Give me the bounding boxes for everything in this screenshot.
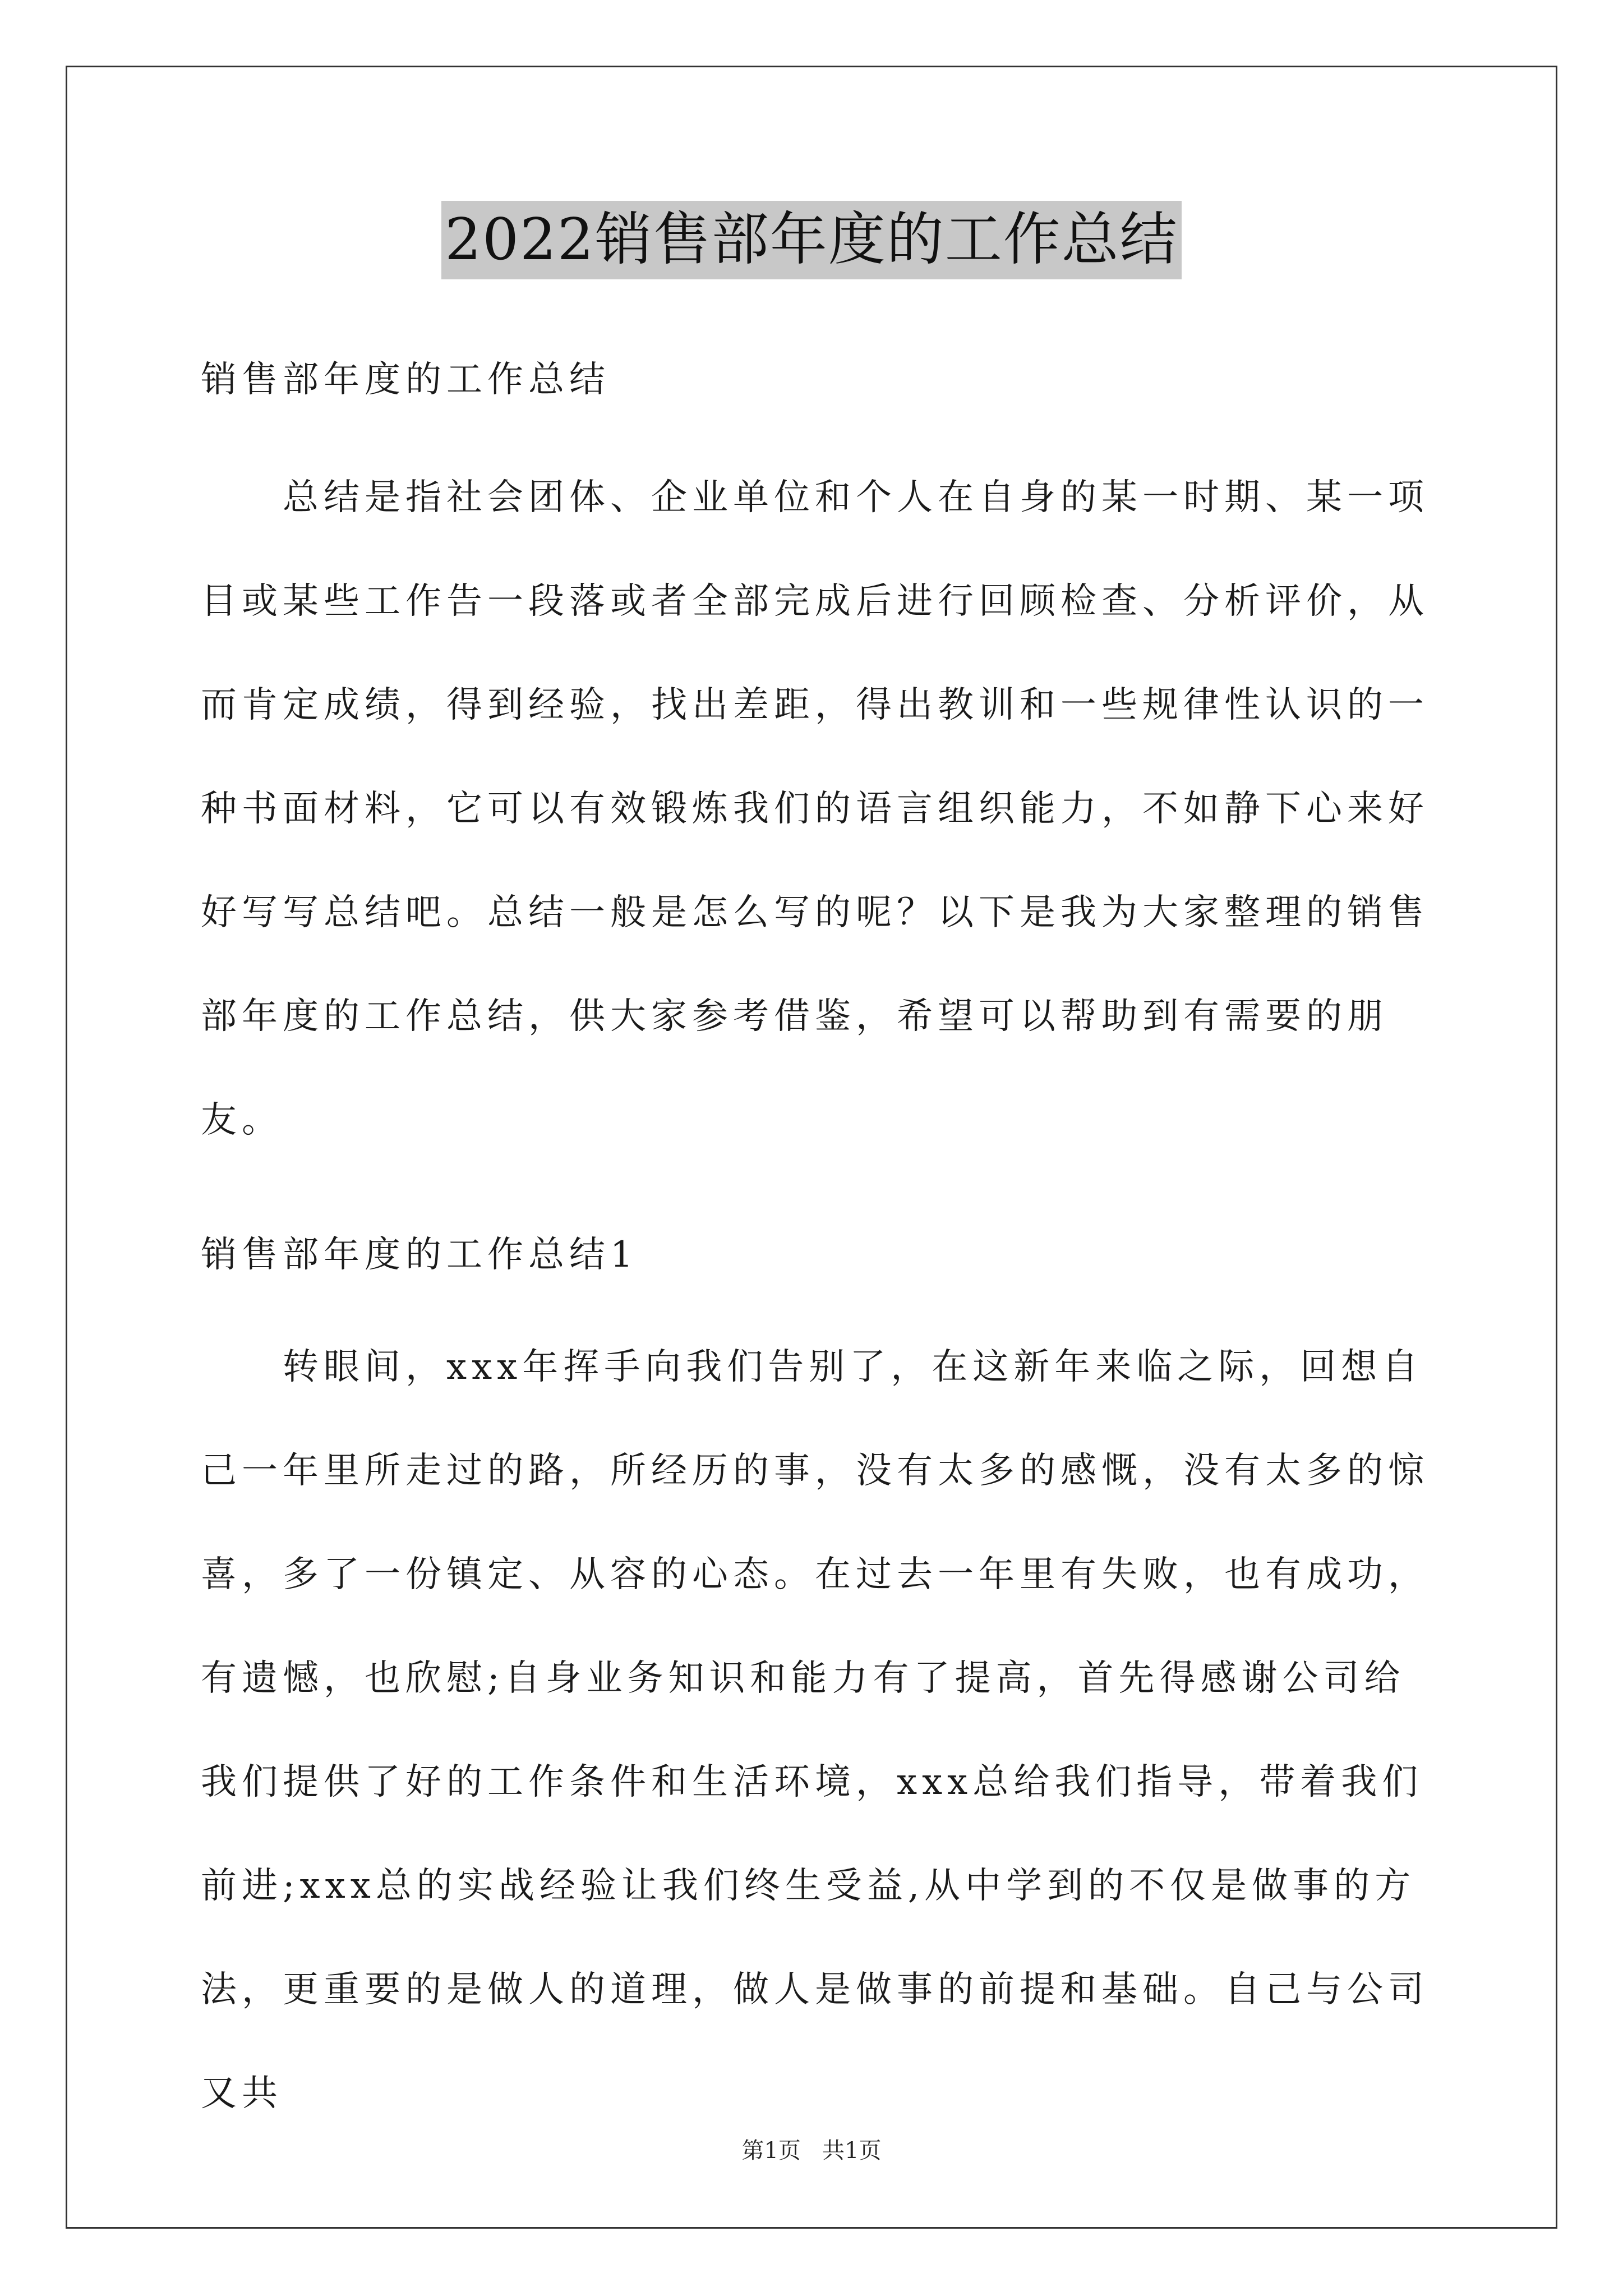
document-title: 2022销售部年度的工作总结: [441, 201, 1182, 279]
page-footer: 第1页 共1页: [741, 2138, 882, 2164]
section-heading-1: 销售部年度的工作总结1: [201, 1234, 638, 1276]
title-container: [0, 201, 1623, 279]
body-paragraph: 转眼间，xxx年挥手向我们告别了，在这新年来临之际，回想自己一年里所走过的路，所经历的事，没有太多的感慨，没有太多的惊喜，多了一份镇定、从容的心态。在过去一年里有失败，也有成功，有遗憾，也欣慰;自身业务知识和能力有了提高，首先得感谢公司给我们提供了好的工作条件和生活环境，xxx总给我们指导，带着我们前进;xxx总的实战经验让我们终生受益,从中学到的不仅是做事的方法，更重要的是做人的道理，做人是做事的前提和基础。自己与公司又共: [201, 1346, 1429, 2114]
intro-paragraph: 总结是指社会团体、企业单位和个人在自身的某一时期、某一项目或某些工作告一段落或者全部完成后进行回顾检查、分析评价，从而肯定成绩，得到经验，找出差距，得出教训和一些规律性认识的一种书面材料，它可以有效锻炼我们的语言组织能力，不如静下心来好好写写总结吧。总结一般是怎么写的呢？以下是我为大家整理的销售部年度的工作总结，供大家参考借鉴，希望可以帮助到有需要的朋友。: [201, 477, 1429, 1141]
section-heading: 销售部年度的工作总结: [201, 359, 610, 401]
